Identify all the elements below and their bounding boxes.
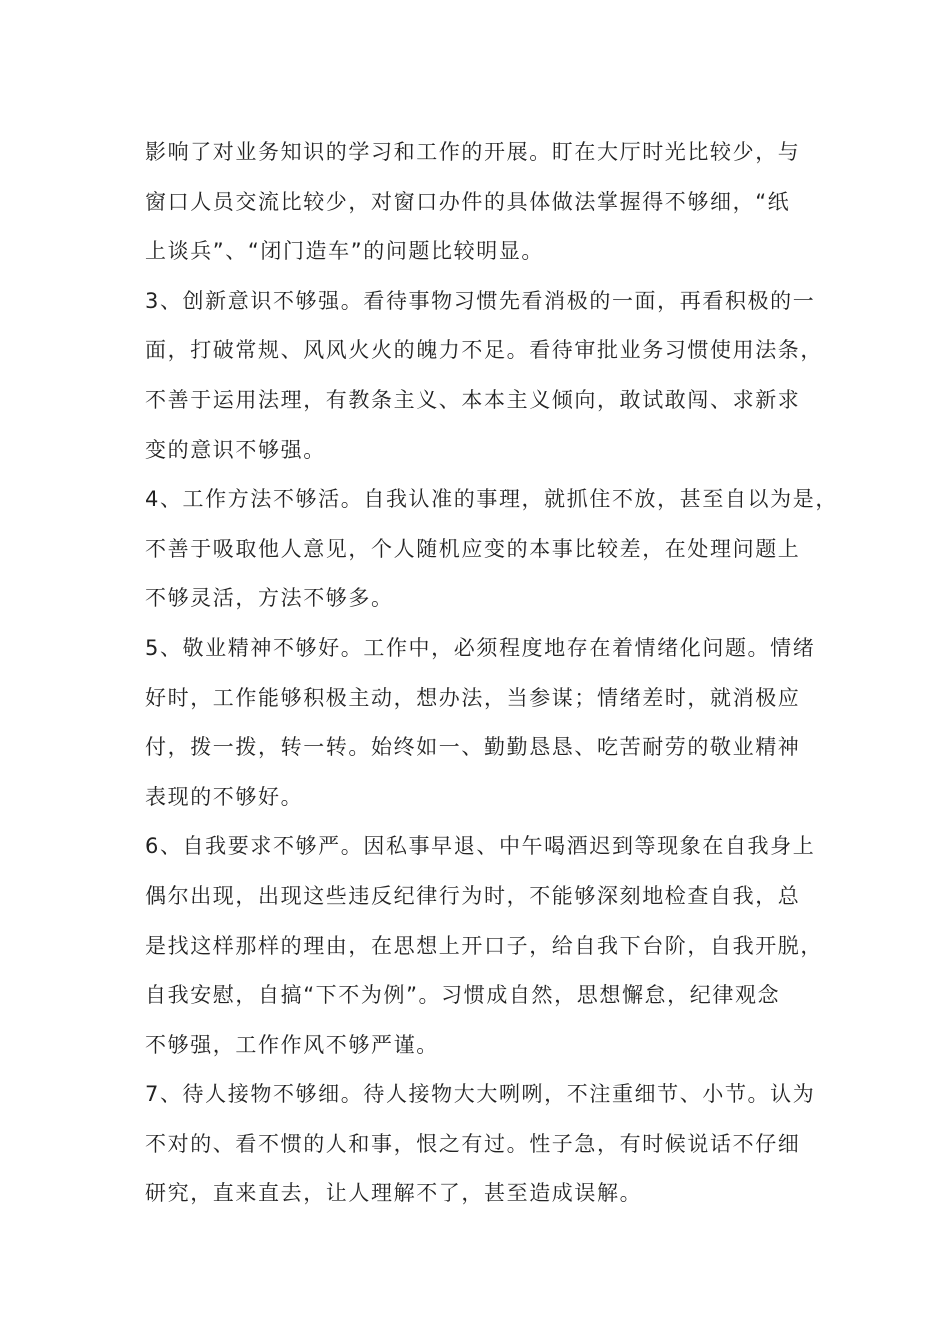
document-body [145, 128, 838, 1219]
text-line: 7、待人接物不够细。待人接物大大咧咧，不注重细节、小节。认为 [145, 1082, 816, 1107]
text-line: 不够强，工作作风不够严谨。 [145, 1032, 439, 1057]
text-line: 上谈兵”、“闭门造车”的问题比较明显。 [145, 239, 545, 264]
paragraph-item-4 [145, 475, 838, 624]
text-line: 面，打破常规、风风火火的魄力不足。看待审批业务习惯使用法条， [145, 338, 823, 363]
text-line: 付，拨一拨，转一转。始终如一、勤勤恳恳、吃苦耐劳的敬业精神 [145, 735, 801, 760]
text-line: 变的意识不够强。 [145, 437, 326, 462]
text-line: 3、创新意识不够强。看待事物习惯先看消极的一面，再看积极的一 [145, 288, 816, 313]
paragraph-continuation [145, 128, 820, 277]
paragraph-item-3 [145, 277, 823, 475]
text-line: 影响了对业务知识的学习和工作的开展。盯在大厅时光比较少，与 [145, 140, 801, 164]
text-line: 自我安慰，自搞“下不为例”。习惯成自然，思想懈怠，纪律观念 [145, 983, 781, 1008]
text-line: 6、自我要求不够严。因私事早退、中午喝酒迟到等现象在自我身上 [145, 834, 816, 859]
paragraph-item-6 [145, 822, 823, 1070]
text-line: 不善于吸取他人意见，个人随机应变的本事比较差，在处理问题上 [145, 536, 801, 561]
text-line: 窗口人员交流比较少，对窗口办件的具体做法掌握得不够细，“纸 [145, 189, 791, 214]
text-line: 表现的不够好。 [145, 784, 304, 809]
text-line: 好时，工作能够积极主动，想办法，当参谋；情绪差时，就消极应 [145, 685, 801, 710]
paragraph-item-5 [145, 624, 820, 822]
text-line: 偶尔出现，出现这些违反纪律行为时，不能够深刻地检查自我，总 [145, 883, 801, 908]
text-line: 5、敬业精神不够好。工作中，必须程度地存在着情绪化问题。情绪 [145, 635, 816, 660]
text-line: 不对的、看不惯的人和事，恨之有过。性子急，有时候说话不仔细 [145, 1131, 801, 1156]
text-line: 不善于运用法理，有教条主义、本本主义倾向，敢试敢闯、求新求 [145, 387, 801, 412]
text-line: 4、工作方法不够活。自我认准的事理，就抓住不放，甚至自以为是， [145, 487, 838, 512]
text-line: 不够灵活，方法不够多。 [145, 586, 394, 611]
paragraph-item-7 [145, 1070, 820, 1219]
text-line: 研究，直来直去，让人理解不了，甚至造成误解。 [145, 1181, 643, 1206]
text-line: 是找这样那样的理由，在思想上开口子，给自我下台阶，自我开脱， [145, 933, 823, 958]
